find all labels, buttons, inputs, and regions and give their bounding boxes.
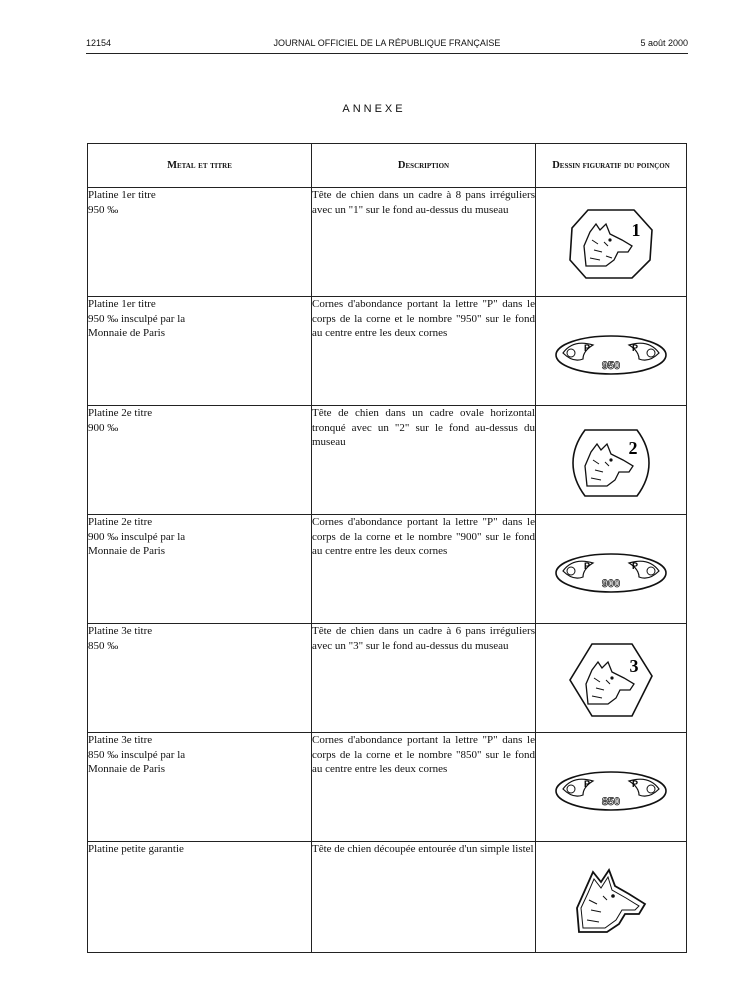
- table-row: [88, 188, 687, 297]
- table-row: [88, 406, 687, 515]
- metal-cell: Platine 3e titre 850 ‰: [88, 624, 312, 733]
- page-header: [86, 38, 688, 54]
- stamp-letter-left: P: [583, 343, 591, 353]
- metal-cell: Platine 1er titre 950 ‰ insculpé par la Monnaie de Paris: [88, 297, 312, 406]
- stamp-cell: [536, 406, 687, 515]
- stamp-number: 850: [601, 796, 621, 808]
- stamp-cell: [536, 733, 687, 842]
- header-rule: [86, 53, 688, 54]
- metal-cell: Platine 3e titre 850 ‰ insculpé par la Monnaie de Paris: [88, 733, 312, 842]
- annexe-title: ANNEXE: [342, 103, 406, 115]
- stamp-cell: [536, 188, 687, 297]
- description-cell: Cornes d'abondance portant la lettre "P" dans le corps de la corne et le nombre "850" sur le fond au centre entre les deux cornes: [312, 733, 536, 842]
- stamp-letter-right: P: [631, 561, 639, 571]
- cornucopia-oval-stamp: [553, 333, 669, 377]
- stamp-digit: 2: [628, 438, 638, 458]
- dog-head-octagon-stamp: [566, 206, 656, 282]
- stamp-cell: [536, 515, 687, 624]
- stamp-digit: 3: [629, 656, 639, 676]
- issue-date: 5 août 2000: [640, 38, 688, 48]
- column-header-metal: Metal et titre: [88, 144, 312, 188]
- dog-head-hexagon-stamp: [566, 640, 656, 720]
- stamp-letter-left: P: [583, 561, 591, 571]
- metal-cell: Platine petite garantie: [88, 842, 312, 953]
- column-header-stamp-drawing: Dessin figuratif du poinçon: [536, 144, 687, 188]
- table-row: [88, 733, 687, 842]
- table-header-row: [88, 144, 687, 188]
- dog-head-cutout-stamp: [571, 862, 651, 938]
- description-cell: Tête de chien dans un cadre à 6 pans irréguliers avec un "3" sur le fond au-dessus du museau: [312, 624, 536, 733]
- cornucopia-oval-stamp: [553, 769, 669, 813]
- stamp-cell: [536, 842, 687, 953]
- journal-title: JOURNAL OFFICIEL DE LA RÉPUBLIQUE FRANÇAISE: [273, 38, 501, 48]
- table-row: [88, 515, 687, 624]
- stamp-cell: [536, 297, 687, 406]
- stamp-digit: 1: [631, 220, 641, 240]
- hallmark-table: [87, 143, 687, 953]
- description-cell: Tête de chien dans un cadre ovale horizontal tronqué avec un "2" sur le fond au-dessus du museau: [312, 406, 536, 515]
- description-cell: Cornes d'abondance portant la lettre "P" dans le corps de la corne et le nombre "900" sur le fond au centre entre les deux cornes: [312, 515, 536, 624]
- dog-head-truncated-oval-stamp: [571, 426, 651, 500]
- column-header-description: Description: [312, 144, 536, 188]
- table-row: [88, 297, 687, 406]
- metal-cell: Platine 2e titre 900 ‰ insculpé par la Monnaie de Paris: [88, 515, 312, 624]
- table-row: [88, 624, 687, 733]
- stamp-cell: [536, 624, 687, 733]
- page-number: 12154: [86, 38, 112, 48]
- stamp-number: 950: [601, 360, 621, 372]
- cornucopia-oval-stamp: [553, 551, 669, 595]
- stamp-letter-right: P: [631, 779, 639, 789]
- stamp-letter-left: P: [583, 779, 591, 789]
- metal-cell: Platine 1er titre 950 ‰: [88, 188, 312, 297]
- table-row: [88, 842, 687, 953]
- description-cell: Cornes d'abondance portant la lettre "P" dans le corps de la corne et le nombre "950" sur le fond au centre entre les deux cornes: [312, 297, 536, 406]
- stamp-letter-right: P: [631, 343, 639, 353]
- description-cell: Tête de chien dans un cadre à 8 pans irréguliers avec un "1" sur le fond au-dessus du museau: [312, 188, 536, 297]
- description-cell: Tête de chien découpée entourée d'un simple listel: [312, 842, 536, 953]
- stamp-number: 900: [601, 578, 621, 590]
- metal-cell: Platine 2e titre 900 ‰: [88, 406, 312, 515]
